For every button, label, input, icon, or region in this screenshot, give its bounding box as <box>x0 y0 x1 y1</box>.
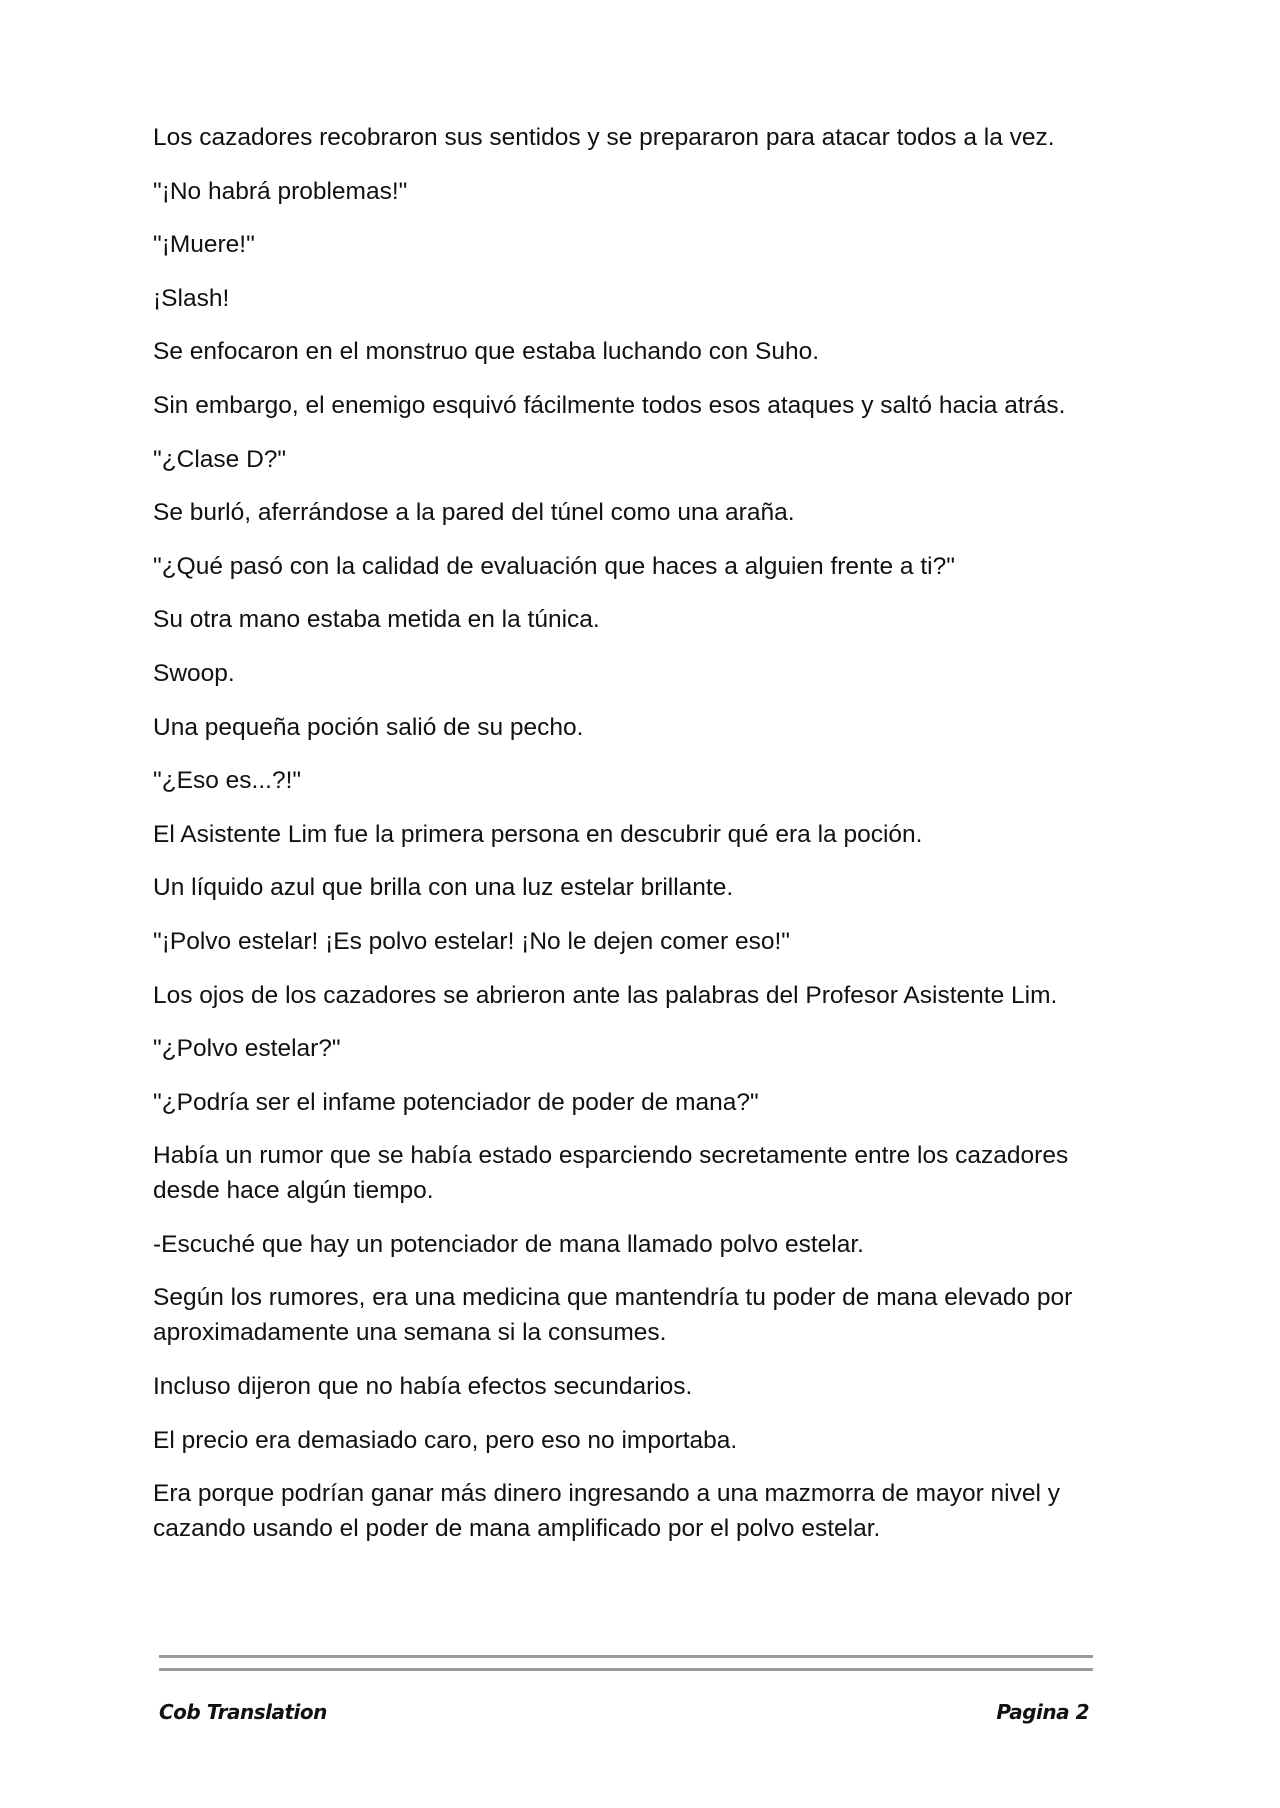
paragraph: Se burló, aferrándose a la pared del túnel como una araña. <box>153 499 795 527</box>
paragraph: El Asistente Lim fue la primera persona en descubrir qué era la poción. <box>153 820 923 848</box>
paragraph: Una pequeña poción salió de su pecho. <box>153 713 584 741</box>
paragraph: "¡Polvo estelar! ¡Es polvo estelar! ¡No le dejen comer eso!" <box>153 927 790 955</box>
paragraph: Sin embargo, el enemigo esquivó fácilmente todos esos ataques y saltó hacia atrás. <box>153 391 1066 419</box>
paragraph: "¿Eso es...?!" <box>153 767 302 795</box>
paragraph: "¡Muere!" <box>153 231 255 259</box>
footer-page-number: Pagina 2 <box>996 1700 1089 1724</box>
footer-divider-top <box>159 1655 1093 1658</box>
paragraph: Según los rumores, era una medicina que mantendría tu poder de mana elevado por aproximadamente una semana si la consumes. <box>153 1284 1073 1347</box>
paragraph: ¡Slash! <box>153 284 230 312</box>
paragraph: Su otra mano estaba metida en la túnica. <box>153 606 600 634</box>
paragraph: Se enfocaron en el monstruo que estaba luchando con Suho. <box>153 338 820 366</box>
paragraph: Los ojos de los cazadores se abrieron ante las palabras del Profesor Asistente Lim. <box>153 981 1058 1009</box>
paragraph: "¡No habrá problemas!" <box>153 177 408 205</box>
page-body <box>153 120 1101 1565</box>
paragraph: "¿Podría ser el infame potenciador de poder de mana?" <box>153 1088 759 1116</box>
paragraph: "¿Clase D?" <box>153 445 287 473</box>
paragraph: -Escuché que hay un potenciador de mana llamado polvo estelar. <box>153 1230 864 1258</box>
paragraph: "¿Qué pasó con la calidad de evaluación que haces a alguien frente a ti?" <box>153 552 955 580</box>
footer-divider-bottom <box>159 1668 1093 1671</box>
paragraph: El precio era demasiado caro, pero eso no importaba. <box>153 1426 738 1454</box>
paragraph: Swoop. <box>153 659 235 687</box>
paragraph: "¿Polvo estelar?" <box>153 1035 341 1063</box>
footer-translator: Cob Translation <box>159 1700 327 1724</box>
paragraph: Era porque podrían ganar más dinero ingresando a una mazmorra de mayor nivel y cazando usando el poder de mana amplificado por el polvo estelar. <box>153 1480 1061 1543</box>
paragraph: Un líquido azul que brilla con una luz estelar brillante. <box>153 874 734 902</box>
paragraph: Incluso dijeron que no había efectos secundarios. <box>153 1373 693 1401</box>
paragraph: Los cazadores recobraron sus sentidos y se prepararon para atacar todos a la vez. <box>153 124 1055 151</box>
paragraph: Había un rumor que se había estado esparciendo secretamente entre los cazadores desde hace algún tiempo. <box>153 1142 1069 1205</box>
